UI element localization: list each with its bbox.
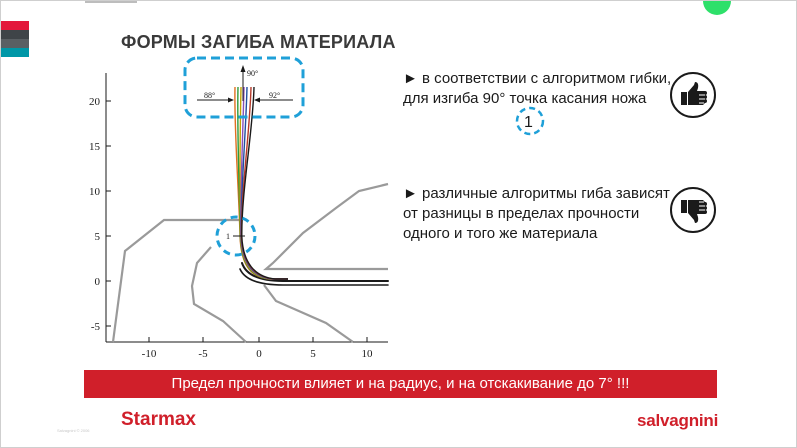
angle-annotation <box>197 65 293 103</box>
knife-point-label: 1 <box>226 232 230 241</box>
angle-92-label: 92° <box>269 91 281 100</box>
sheet-metal <box>240 263 388 285</box>
die-left-contour <box>113 220 239 342</box>
right-arrow-icon <box>228 98 234 103</box>
x-tick-label: 10 <box>361 348 373 360</box>
up-arrow-icon <box>241 65 246 72</box>
y-tick-label: 15 <box>89 141 100 153</box>
y-tick-label: 10 <box>89 186 100 198</box>
warning-banner: Предел прочности влияет и на радиус, и на отскакивание до 7° !!! <box>84 370 717 398</box>
thumbs-up-icon <box>670 72 716 118</box>
bullet-marker-number: 1 <box>524 114 533 131</box>
x-tick-label: 5 <box>310 348 316 360</box>
copyright-note: Salvagnini © 2006 <box>57 428 90 433</box>
tool-contours <box>113 184 388 342</box>
lower-tool-contour <box>192 247 246 342</box>
bullet-text-2: ► различные алгоритмы гиба зависят от разницы в пределах прочности одного и того же материала <box>403 185 670 242</box>
y-ticks <box>89 96 111 333</box>
page-title: ФОРМЫ ЗАГИБА МАТЕРИАЛА <box>121 32 396 52</box>
y-tick-label: -5 <box>90 321 100 333</box>
thumbs-down-icon <box>670 187 716 233</box>
x-tick-label: -5 <box>198 348 208 360</box>
x-tick-label: -10 <box>141 348 157 360</box>
company-logo: salvagnini <box>637 411 719 430</box>
y-tick-label: 5 <box>94 231 100 243</box>
blade-upper-contour <box>266 184 388 269</box>
product-logo: Starmax <box>121 409 196 430</box>
angle-88-label: 88° <box>204 91 216 100</box>
bullet-text-1: ► в соответствии с алгоритмом гибки, для изгиба 90° точка касания ножа <box>403 70 672 107</box>
angle-90-label: 90° <box>247 69 259 78</box>
y-tick-label: 20 <box>89 96 100 108</box>
blade-lower-contour <box>264 285 353 342</box>
left-arrow-icon <box>254 98 260 103</box>
x-ticks <box>142 337 373 360</box>
y-tick-label: 0 <box>94 276 100 288</box>
x-tick-label: 0 <box>256 348 262 360</box>
